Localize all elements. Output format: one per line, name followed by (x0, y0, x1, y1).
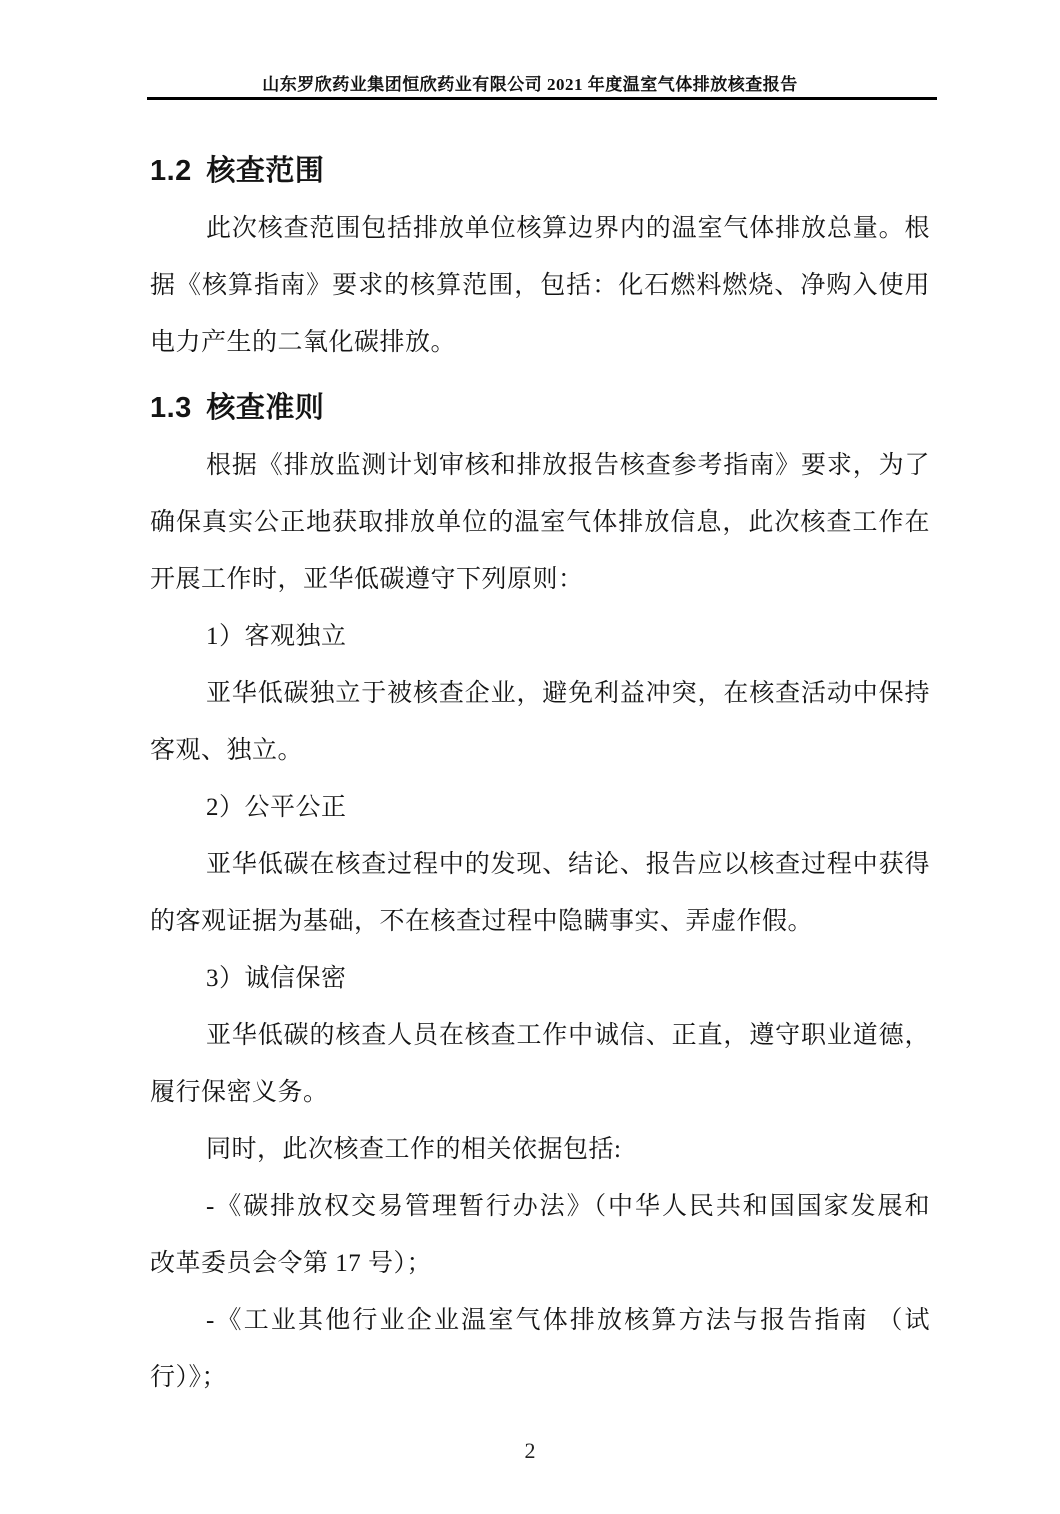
body-line: 行）》； (150, 1364, 228, 1391)
body-line: 亚华低碳的核查人员在核查工作中诚信、正直，遵守职业道德， (206, 1022, 930, 1049)
body-line: 此次核查范围包括排放单位核算边界内的温室气体排放总量。根 (206, 215, 930, 242)
section-heading: 1.2 核查范围 (150, 155, 325, 187)
paragraph (150, 665, 930, 779)
body-line: 1）客观独立 (206, 623, 347, 650)
body-line: 电力产生的二氧化碳排放。 (150, 329, 457, 356)
document-body (150, 143, 930, 1406)
paragraph (150, 836, 930, 950)
page-number: 2 (524, 1438, 536, 1463)
body-line: 改革委员会令第 17 号）； (150, 1250, 433, 1277)
paragraph (150, 1121, 930, 1178)
body-line: 履行保密义务。 (150, 1079, 329, 1106)
body-line: 确保真实公正地获取排放单位的温室气体排放信息，此次核查工作在 (150, 509, 930, 536)
body-line: 据《核算指南》要求的核算范围，包括：化石燃料燃烧、净购入使用 (150, 272, 930, 299)
body-line: 根据《排放监测计划审核和排放报告核查参考指南》要求，为了 (206, 452, 930, 479)
section-heading: 1.3 核查准则 (150, 392, 325, 424)
body-line: 亚华低碳独立于被核查企业，避免利益冲突，在核查活动中保持 (206, 680, 930, 707)
paragraph (150, 950, 930, 1007)
paragraph (150, 1007, 930, 1121)
paragraph (150, 1178, 930, 1292)
body-line: 2）公平公正 (206, 794, 347, 821)
body-line: 亚华低碳在核查过程中的发现、结论、报告应以核查过程中获得 (206, 851, 930, 878)
paragraph (150, 1292, 930, 1406)
body-line: 3）诚信保密 (206, 965, 347, 992)
paragraph (150, 437, 930, 608)
paragraph (150, 608, 930, 665)
body-line: 客观、独立。 (150, 737, 304, 764)
paragraph (150, 200, 930, 371)
body-line: 的客观证据为基础，不在核查过程中隐瞒事实、弄虚作假。 (150, 908, 814, 935)
paragraph (150, 779, 930, 836)
body-line: 同时，此次核查工作的相关依据包括: (206, 1136, 622, 1163)
body-line: -《工业其他行业企业温室气体排放核算方法与报告指南 （试 (206, 1307, 930, 1334)
body-line: -《碳排放权交易管理暂行办法》（中华人民共和国国家发展和 (206, 1193, 930, 1220)
body-line: 开展工作时，亚华低碳遵守下列原则： (150, 566, 584, 593)
header-divider-rule (147, 97, 937, 100)
page-header-title: 山东罗欣药业集团恒欣药业有限公司 2021 年度温室气体排放核查报告 (262, 75, 798, 94)
